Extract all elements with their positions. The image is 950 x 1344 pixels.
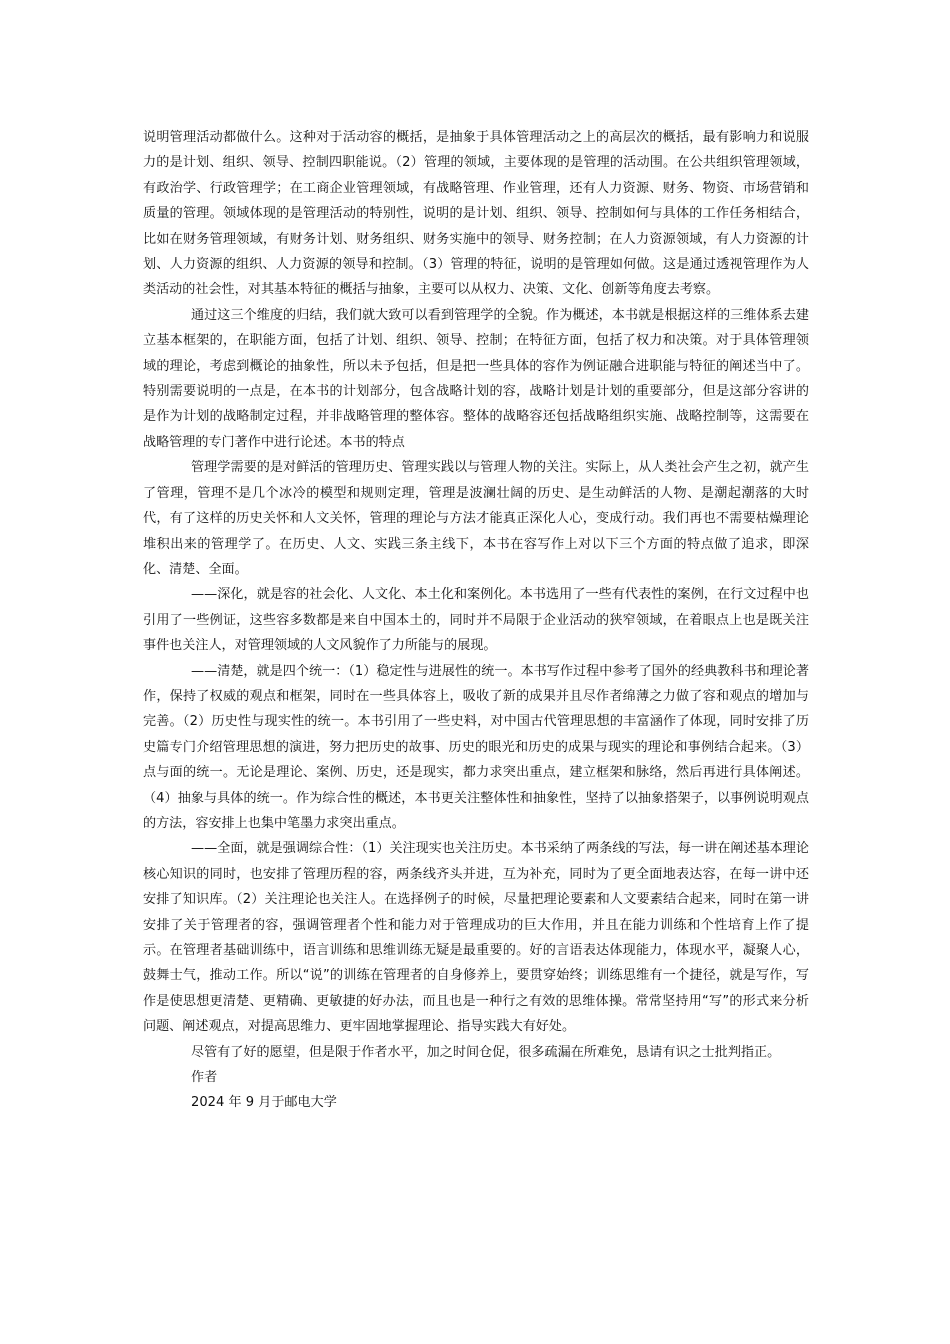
paragraph-continuation: 说明管理活动都做什么。这种对于活动容的概括，是抽象于具体管理活动之上的高层次的概括，最有影响力和说服力的是计划、组织、领导、控制四职能说。（2）管理的领域，主要体现的是管理的活动围。在公共组织管理领域，有政治学、行政管理学；在工商企业管理领域，有战略管理、作业管理，还有人力资源、财务、物资、市场营销和质量的管理。领域体现的是管理活动的特别性，说明的是计划、组织、领导、控制如何与具体的工作任务相结合，比如在财务管理领域，有财务计划、财务组织、财务实施中的领导、财务控制；在人力资源领域，有人力资源的计划、人力资源的组织、人力资源的领导和控制。（3）管理的特征，说明的是管理如何做。这是通过透视管理作为人类活动的社会性，对其基本特征的概括与抽象，主要可以从权力、决策、文化、创新等角度去考察。 <box>143 130 809 298</box>
paragraph-features-intro: 管理学需要的是对鲜活的管理历史、管理实践以与管理人物的关注。实际上，从人类社会产生之初，就产生了管理，管理不是几个冰冷的模型和规则定理，管理是波澜壮阔的历史、是生动鲜活的人物、是潮起潮落的大时代，有了这样的历史关怀和人文关怀，管理的理论与方法才能真正深化人心，变成行动。我们再也不需要枯燥理论堆积出来的管理学了。在历史、人文、实践三条主线下，本书在容写作上对以下三个方面的特点做了追求，即深化、清楚、全面。 <box>143 460 809 577</box>
paragraph-closing: 尽管有了好的愿望，但是限于作者水平，加之时间仓促，很多疏漏在所难免，恳请有识之士批判指正。 <box>191 1044 781 1060</box>
signature-date: 2024 年 9 月于邮电大学 <box>191 1095 337 1111</box>
signature-author: 作者 <box>191 1070 218 1086</box>
paragraph-depth: ——深化，就是容的社会化、人文化、本土化和案例化。本书选用了一些有代表性的案例，在行文过程中也引用了一些例证，这些容多数都是来自中国本土的，同时并不局限于企业活动的狭窄领域，在着眼点上也是既关注事件也关注人，对管理领域的人文风貌作了力所能与的展现。 <box>143 587 809 654</box>
paragraph-clarity: ——清楚，就是四个统一：（1）稳定性与进展性的统一。本书写作过程中参考了国外的经典教科书和理论著作，保持了权威的观点和框架，同时在一些具体容上，吸收了新的成果并且尽作者绵薄之力做了容和观点的增加与完善。（2）历史性与现实性的统一。本书引用了一些史料，对中国古代管理思想的丰富涵作了体现，同时安排了历史篇专门介绍管理思想的演进，努力把历史的故事、历史的眼光和历史的成果与现实的理论和事例结合起来。（3）点与面的统一。无论是理论、案例、历史，还是现实，都力求突出重点，建立框架和脉络，然后再进行具体阐述。（4）抽象与具体的统一。作为综合性的概述，本书更关注整体性和抽象性，坚持了以抽象搭架子，以事例说明观点的方法，容安排上也集中笔墨力求突出重点。 <box>143 663 809 831</box>
paragraph-framework: 通过这三个维度的归结，我们就大致可以看到管理学的全貌。作为概述，本书就是根据这样的三维体系去建立基本框架的，在职能方面，包括了计划、组织、领导、控制；在特征方面，包括了权力和决策。对于具体管理领域的理论，考虑到概论的抽象性，所以未予包括，但是把一些具体的容作为例证融合进职能与特征的阐述当中了。特别需要说明的一点是，在本书的计划部分，包含战略计划的容，战略计划是计划的重要部分，但是这部分容讲的是作为计划的战略制定过程，并非战略管理的整体容。整体的战略容还包括战略组织实施、战略控制等，这需要在战略管理的专门著作中进行论述。本书的特点 <box>143 307 809 450</box>
document-body <box>143 125 809 1116</box>
paragraph-comprehensive: ——全面，就是强调综合性：（1）关注现实也关注历史。本书采纳了两条线的写法，每一讲在阐述基本理论核心知识的同时，也安排了管理历程的容，两条线齐头并进，互为补充，同时为了更全面地表达容，在每一讲中还安排了知识库。（2）关注理论也关注人。在选择例子的时候，尽量把理论要素和人文要素结合起来，同时在第一讲安排了关于管理者的容，强调管理者个性和能力对于管理成功的巨大作用，并且在能力训练和个性培育上作了提示。在管理者基础训练中，语言训练和思维训练无疑是最重要的。好的言语表达体现能力，体现水平，凝聚人心，鼓舞士气，推动工作。所以“说”的训练在管理者的自身修养上，要贯穿始终；训练思维有一个捷径，就是写作，写作是使思想更清楚、更精确、更敏捷的好办法，而且也是一种行之有效的思维体操。常常坚持用“写”的形式来分析问题、阐述观点，对提高思维力、更牢固地掌握理论、指导实践大有好处。 <box>143 841 809 1035</box>
